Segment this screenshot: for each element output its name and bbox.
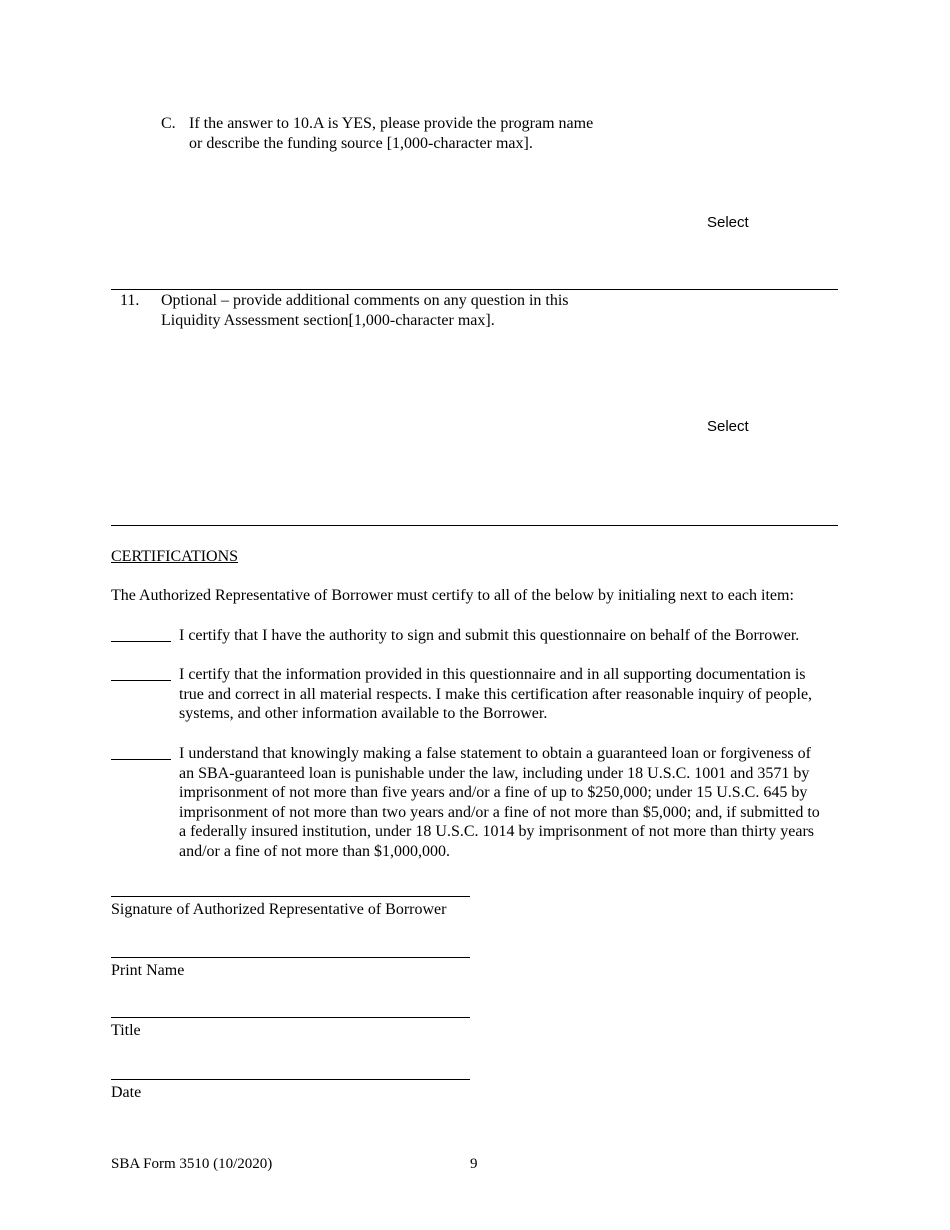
- cert-item-1-text: [179, 626, 799, 646]
- cert-item-2-line: true and correct in all material respects. I make this certification after reasonable inquiry of people,: [179, 685, 813, 703]
- certifications-heading: CERTIFICATIONS: [111, 548, 239, 565]
- cert-item-3-text: [179, 744, 820, 861]
- cert-item-3-line: imprisonment of not more than two years and/or a fine of not more than $5,000; and, if submitted to: [179, 803, 820, 821]
- cert-item-3-line: a federally insured institution, under 18 U.S.C. 1014 by imprisonment of not more than thirty years: [179, 823, 815, 840]
- cert-item-3-line: imprisonment of not more than five years and/or a fine of up to $250,000; under 15 U.S.C. 645 by: [179, 784, 808, 801]
- item-11-question: [161, 291, 631, 330]
- date-label: Date: [111, 1084, 142, 1101]
- item-11-select-field[interactable]: Select: [707, 418, 749, 435]
- cert-item-2-line: I certify that the information provided in this questionnaire and in all supporting documentation is: [179, 666, 806, 683]
- cert-item-2-text: [179, 665, 812, 724]
- cert-item-3-line: I understand that knowingly making a false statement to obtain a guaranteed loan or forgiveness of: [179, 745, 811, 762]
- cert-item-1-initial-blank[interactable]: [111, 627, 171, 642]
- cert-item-2-initial-blank[interactable]: [111, 666, 171, 681]
- item-c-question: [189, 114, 649, 153]
- cert-item-3-initial-blank[interactable]: [111, 745, 171, 760]
- signature-label: Signature of Authorized Representative of Borrower: [111, 901, 447, 918]
- item-c-select-field[interactable]: Select: [707, 214, 749, 231]
- print-name-label: Print Name: [111, 962, 185, 979]
- item-11-number: 11.: [120, 292, 140, 309]
- footer-form-id: SBA Form 3510 (10/2020): [111, 1156, 273, 1172]
- item-c-divider: [111, 289, 838, 290]
- signature-input-line[interactable]: [111, 896, 470, 897]
- cert-item-2-line: systems, and other information available to the Borrower.: [179, 705, 548, 722]
- item-11-divider: [111, 525, 838, 526]
- title-input-line[interactable]: [111, 1017, 470, 1018]
- cert-item-1-line: I certify that I have the authority to sign and submit this questionnaire on behalf of the Borrower.: [179, 627, 800, 644]
- print-name-input-line[interactable]: [111, 957, 470, 958]
- date-input-line[interactable]: [111, 1079, 470, 1080]
- certifications-intro: The Authorized Representative of Borrower must certify to all of the below by initialing next to each item:: [111, 587, 794, 604]
- item-c-question-line2: or describe the funding source [1,000-character max].: [189, 134, 533, 152]
- title-label: Title: [111, 1022, 141, 1039]
- item-c-question-line1: If the answer to 10.A is YES, please provide the program name: [189, 115, 594, 132]
- item-c-letter: C.: [161, 115, 176, 132]
- cert-item-3-line: and/or a fine of not more than $1,000,000.: [179, 842, 451, 860]
- item-11-question-line2: Liquidity Assessment section[1,000-character max].: [161, 311, 495, 329]
- cert-item-3-line: an SBA-guaranteed loan is punishable under the law, including under 18 U.S.C. 1001 and 3571 by: [179, 764, 810, 782]
- item-11-question-line1: Optional – provide additional comments on any question in this: [161, 292, 569, 309]
- footer-page-number: 9: [470, 1156, 478, 1172]
